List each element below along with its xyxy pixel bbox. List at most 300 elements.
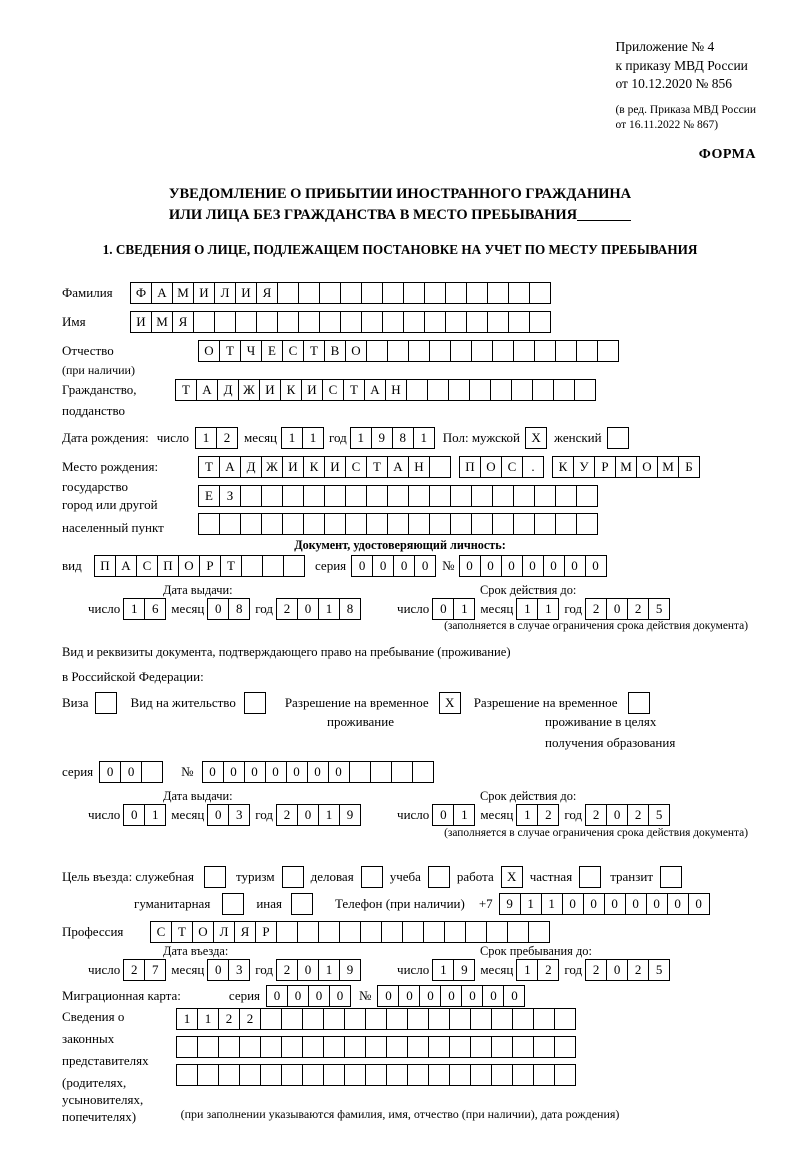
cell[interactable]: И <box>130 311 152 333</box>
cell[interactable]: 1 <box>318 598 340 620</box>
cell[interactable]: 3 <box>228 804 250 826</box>
cell[interactable]: 0 <box>308 985 330 1007</box>
cell[interactable] <box>487 282 509 304</box>
cell[interactable]: С <box>501 456 523 478</box>
cell[interactable] <box>533 1064 555 1086</box>
cell[interactable] <box>576 340 598 362</box>
cell[interactable] <box>318 921 340 943</box>
cell[interactable] <box>406 379 428 401</box>
cell[interactable]: Л <box>214 282 236 304</box>
cell[interactable]: А <box>219 456 241 478</box>
cell[interactable] <box>403 311 425 333</box>
cell[interactable]: 0 <box>297 804 319 826</box>
cell[interactable] <box>407 1008 429 1030</box>
purpose-service-checkbox[interactable] <box>204 866 226 888</box>
cell[interactable]: Д <box>217 379 239 401</box>
cell[interactable]: И <box>259 379 281 401</box>
cell[interactable]: К <box>303 456 325 478</box>
cell[interactable]: 0 <box>522 555 544 577</box>
cell[interactable]: 1 <box>197 1008 219 1030</box>
cell[interactable] <box>298 311 320 333</box>
cell[interactable]: А <box>387 456 409 478</box>
cell[interactable]: 1 <box>123 598 145 620</box>
cell[interactable]: 2 <box>585 959 607 981</box>
cell[interactable]: 0 <box>329 985 351 1007</box>
cell[interactable] <box>424 282 446 304</box>
cell[interactable]: 1 <box>302 427 324 449</box>
cell[interactable] <box>141 761 163 783</box>
cell[interactable] <box>508 311 530 333</box>
cell[interactable] <box>412 761 434 783</box>
cell[interactable] <box>511 379 533 401</box>
cell[interactable]: 1 <box>520 893 542 915</box>
cell[interactable] <box>529 282 551 304</box>
cell[interactable]: С <box>136 555 158 577</box>
cell[interactable] <box>303 485 325 507</box>
cell[interactable]: 2 <box>537 804 559 826</box>
cell[interactable] <box>466 311 488 333</box>
cell[interactable] <box>386 1064 408 1086</box>
cell[interactable]: 8 <box>228 598 250 620</box>
cell[interactable]: 1 <box>516 959 538 981</box>
patronymic-input[interactable] <box>198 340 619 362</box>
edu-residence-checkbox[interactable] <box>628 692 650 714</box>
entry-month-input[interactable] <box>207 959 250 981</box>
cell[interactable] <box>281 1064 303 1086</box>
cell[interactable] <box>235 311 257 333</box>
cell[interactable]: 2 <box>218 1008 240 1030</box>
cell[interactable]: 0 <box>604 893 626 915</box>
cell[interactable] <box>528 921 550 943</box>
cell[interactable] <box>214 311 236 333</box>
cell[interactable]: Т <box>175 379 197 401</box>
cell[interactable] <box>366 340 388 362</box>
cell[interactable] <box>576 513 598 535</box>
stay-to-year-input[interactable] <box>585 959 670 981</box>
cell[interactable]: 1 <box>176 1008 198 1030</box>
cell[interactable] <box>387 513 409 535</box>
legal-rep-input-3[interactable] <box>176 1064 576 1086</box>
cell[interactable]: М <box>151 311 173 333</box>
cell[interactable]: 0 <box>265 761 287 783</box>
purpose-transit-checkbox[interactable] <box>660 866 682 888</box>
doc-valid-month-input[interactable] <box>516 598 559 620</box>
cell[interactable]: Т <box>343 379 365 401</box>
cell[interactable] <box>449 1064 471 1086</box>
cell[interactable] <box>361 311 383 333</box>
cell[interactable] <box>491 1064 513 1086</box>
cell[interactable] <box>197 1064 219 1086</box>
cell[interactable]: Е <box>261 340 283 362</box>
cell[interactable]: 1 <box>516 598 538 620</box>
cell[interactable]: Е <box>198 485 220 507</box>
cell[interactable]: А <box>151 282 173 304</box>
birth-day-input[interactable] <box>195 427 238 449</box>
cell[interactable]: О <box>192 921 214 943</box>
cell[interactable] <box>555 485 577 507</box>
residence-permit-checkbox[interactable] <box>244 692 266 714</box>
cell[interactable] <box>445 282 467 304</box>
cell[interactable] <box>340 311 362 333</box>
citizenship-input[interactable] <box>175 379 596 401</box>
purpose-humanitarian-checkbox[interactable] <box>222 893 244 915</box>
sex-male-checkbox[interactable]: Х <box>525 427 547 449</box>
cell[interactable]: К <box>280 379 302 401</box>
cell[interactable]: 9 <box>339 804 361 826</box>
cell[interactable] <box>512 1036 534 1058</box>
purpose-private-checkbox[interactable] <box>579 866 601 888</box>
cell[interactable] <box>176 1064 198 1086</box>
birthplace-city-input-row3[interactable] <box>198 513 598 535</box>
stay-issue-month-input[interactable] <box>207 804 250 826</box>
doc-number-input[interactable] <box>459 555 607 577</box>
cell[interactable] <box>219 513 241 535</box>
cell[interactable] <box>450 340 472 362</box>
cell[interactable]: 1 <box>281 427 303 449</box>
doc-kind-input[interactable] <box>94 555 305 577</box>
cell[interactable]: Д <box>240 456 262 478</box>
cell[interactable] <box>469 379 491 401</box>
name-input[interactable] <box>130 311 551 333</box>
cell[interactable]: А <box>364 379 386 401</box>
cell[interactable]: 7 <box>144 959 166 981</box>
cell[interactable] <box>386 1008 408 1030</box>
cell[interactable]: 1 <box>318 959 340 981</box>
cell[interactable] <box>445 311 467 333</box>
cell[interactable]: . <box>522 456 544 478</box>
cell[interactable]: Я <box>172 311 194 333</box>
cell[interactable] <box>297 921 319 943</box>
cell[interactable] <box>302 1064 324 1086</box>
cell[interactable] <box>534 485 556 507</box>
cell[interactable]: 1 <box>516 804 538 826</box>
cell[interactable] <box>323 1036 345 1058</box>
cell[interactable]: 0 <box>564 555 586 577</box>
cell[interactable] <box>555 513 577 535</box>
cell[interactable] <box>340 282 362 304</box>
cell[interactable] <box>387 485 409 507</box>
cell[interactable]: 0 <box>207 959 229 981</box>
migration-number-input[interactable] <box>377 985 525 1007</box>
temp-residence-checkbox[interactable]: Х <box>439 692 461 714</box>
visa-checkbox[interactable] <box>95 692 117 714</box>
cell[interactable] <box>256 311 278 333</box>
cell[interactable]: 2 <box>276 804 298 826</box>
cell[interactable] <box>319 311 341 333</box>
cell[interactable] <box>239 1036 261 1058</box>
cell[interactable]: Я <box>256 282 278 304</box>
cell[interactable] <box>491 1008 513 1030</box>
cell[interactable]: И <box>282 456 304 478</box>
cell[interactable] <box>260 1008 282 1030</box>
legal-rep-input-1[interactable] <box>176 1008 576 1030</box>
entry-day-input[interactable] <box>123 959 166 981</box>
cell[interactable]: С <box>150 921 172 943</box>
cell[interactable] <box>260 1036 282 1058</box>
cell[interactable] <box>429 456 451 478</box>
cell[interactable] <box>507 921 529 943</box>
cell[interactable] <box>381 921 403 943</box>
cell[interactable]: 0 <box>646 893 668 915</box>
cell[interactable]: 9 <box>453 959 475 981</box>
cell[interactable] <box>282 485 304 507</box>
cell[interactable]: 0 <box>377 985 399 1007</box>
cell[interactable] <box>277 311 299 333</box>
cell[interactable]: 2 <box>123 959 145 981</box>
stay-valid-year-input[interactable] <box>585 804 670 826</box>
cell[interactable] <box>554 1064 576 1086</box>
cell[interactable]: Т <box>219 340 241 362</box>
cell[interactable] <box>323 1008 345 1030</box>
cell[interactable] <box>382 311 404 333</box>
cell[interactable] <box>492 485 514 507</box>
cell[interactable] <box>240 513 262 535</box>
cell[interactable] <box>534 340 556 362</box>
cell[interactable]: К <box>552 456 574 478</box>
cell[interactable]: О <box>636 456 658 478</box>
birthplace-city-input-row1[interactable] <box>459 456 544 478</box>
birth-month-input[interactable] <box>281 427 324 449</box>
cell[interactable] <box>241 555 263 577</box>
cell[interactable] <box>470 1008 492 1030</box>
cell[interactable]: З <box>219 485 241 507</box>
cell[interactable] <box>365 1008 387 1030</box>
cell[interactable]: 1 <box>413 427 435 449</box>
cell[interactable]: 2 <box>627 804 649 826</box>
cell[interactable] <box>197 1036 219 1058</box>
cell[interactable] <box>492 340 514 362</box>
cell[interactable] <box>344 1036 366 1058</box>
cell[interactable] <box>449 1008 471 1030</box>
cell[interactable]: 0 <box>398 985 420 1007</box>
stay-valid-month-input[interactable] <box>516 804 559 826</box>
cell[interactable] <box>534 513 556 535</box>
cell[interactable]: Ф <box>130 282 152 304</box>
cell[interactable] <box>361 282 383 304</box>
cell[interactable]: 1 <box>453 598 475 620</box>
cell[interactable]: А <box>196 379 218 401</box>
cell[interactable]: 2 <box>585 598 607 620</box>
cell[interactable]: 0 <box>503 985 525 1007</box>
cell[interactable] <box>365 1036 387 1058</box>
cell[interactable]: 3 <box>228 959 250 981</box>
cell[interactable]: 0 <box>667 893 689 915</box>
cell[interactable] <box>574 379 596 401</box>
cell[interactable] <box>261 513 283 535</box>
cell[interactable] <box>391 761 413 783</box>
cell[interactable] <box>449 1036 471 1058</box>
cell[interactable]: 0 <box>688 893 710 915</box>
cell[interactable]: 8 <box>339 598 361 620</box>
cell[interactable] <box>529 311 551 333</box>
cell[interactable]: 0 <box>286 761 308 783</box>
cell[interactable]: 1 <box>195 427 217 449</box>
cell[interactable]: 0 <box>223 761 245 783</box>
cell[interactable]: 0 <box>440 985 462 1007</box>
cell[interactable] <box>360 921 382 943</box>
cell[interactable] <box>487 311 509 333</box>
cell[interactable]: А <box>115 555 137 577</box>
cell[interactable] <box>319 282 341 304</box>
stay-to-day-input[interactable] <box>432 959 475 981</box>
cell[interactable] <box>193 311 215 333</box>
cell[interactable]: 0 <box>307 761 329 783</box>
cell[interactable]: М <box>172 282 194 304</box>
cell[interactable]: И <box>193 282 215 304</box>
purpose-other-checkbox[interactable] <box>291 893 313 915</box>
cell[interactable]: Р <box>594 456 616 478</box>
cell[interactable] <box>324 485 346 507</box>
cell[interactable] <box>303 513 325 535</box>
cell[interactable] <box>466 282 488 304</box>
cell[interactable]: 0 <box>414 555 436 577</box>
stay-to-month-input[interactable] <box>516 959 559 981</box>
cell[interactable] <box>408 513 430 535</box>
cell[interactable]: Р <box>199 555 221 577</box>
profession-input[interactable] <box>150 921 550 943</box>
cell[interactable] <box>532 379 554 401</box>
cell[interactable]: 5 <box>648 804 670 826</box>
cell[interactable] <box>345 485 367 507</box>
cell[interactable] <box>533 1008 555 1030</box>
cell[interactable] <box>471 513 493 535</box>
cell[interactable]: 0 <box>585 555 607 577</box>
cell[interactable]: У <box>573 456 595 478</box>
cell[interactable] <box>423 921 445 943</box>
cell[interactable]: 0 <box>297 959 319 981</box>
purpose-tourism-checkbox[interactable] <box>282 866 304 888</box>
cell[interactable]: Н <box>385 379 407 401</box>
cell[interactable]: Ж <box>238 379 260 401</box>
stay-issue-day-input[interactable] <box>123 804 166 826</box>
cell[interactable]: В <box>324 340 346 362</box>
cell[interactable]: 9 <box>339 959 361 981</box>
purpose-business-checkbox[interactable] <box>361 866 383 888</box>
cell[interactable] <box>450 485 472 507</box>
cell[interactable] <box>470 1064 492 1086</box>
cell[interactable] <box>277 282 299 304</box>
cell[interactable] <box>444 921 466 943</box>
phone-input[interactable] <box>499 893 710 915</box>
cell[interactable] <box>324 513 346 535</box>
doc-series-input[interactable] <box>351 555 436 577</box>
cell[interactable]: 2 <box>239 1008 261 1030</box>
cell[interactable] <box>402 921 424 943</box>
cell[interactable]: И <box>235 282 257 304</box>
cell[interactable] <box>407 1064 429 1086</box>
cell[interactable]: 1 <box>350 427 372 449</box>
cell[interactable] <box>448 379 470 401</box>
cell[interactable] <box>366 513 388 535</box>
cell[interactable] <box>276 921 298 943</box>
cell[interactable] <box>261 485 283 507</box>
cell[interactable] <box>262 555 284 577</box>
cell[interactable]: 0 <box>583 893 605 915</box>
cell[interactable] <box>349 761 371 783</box>
cell[interactable] <box>382 282 404 304</box>
cell[interactable]: Н <box>408 456 430 478</box>
stay-number-input[interactable] <box>202 761 434 783</box>
cell[interactable]: 0 <box>562 893 584 915</box>
cell[interactable]: Ч <box>240 340 262 362</box>
cell[interactable]: 1 <box>453 804 475 826</box>
cell[interactable]: П <box>94 555 116 577</box>
doc-issue-year-input[interactable] <box>276 598 361 620</box>
cell[interactable] <box>407 1036 429 1058</box>
cell[interactable]: 2 <box>585 804 607 826</box>
cell[interactable]: И <box>324 456 346 478</box>
cell[interactable] <box>240 485 262 507</box>
cell[interactable]: С <box>282 340 304 362</box>
birthplace-state-input[interactable] <box>198 456 451 478</box>
birth-year-input[interactable] <box>350 427 435 449</box>
cell[interactable]: 6 <box>144 598 166 620</box>
cell[interactable]: 1 <box>541 893 563 915</box>
cell[interactable]: 0 <box>543 555 565 577</box>
cell[interactable]: 0 <box>625 893 647 915</box>
cell[interactable]: Т <box>366 456 388 478</box>
cell[interactable] <box>302 1036 324 1058</box>
cell[interactable]: С <box>345 456 367 478</box>
cell[interactable] <box>491 1036 513 1058</box>
cell[interactable]: 1 <box>432 959 454 981</box>
cell[interactable] <box>597 340 619 362</box>
cell[interactable]: 0 <box>606 598 628 620</box>
cell[interactable]: Т <box>303 340 325 362</box>
cell[interactable]: 0 <box>351 555 373 577</box>
cell[interactable] <box>366 485 388 507</box>
cell[interactable] <box>218 1036 240 1058</box>
cell[interactable] <box>370 761 392 783</box>
cell[interactable] <box>470 1036 492 1058</box>
cell[interactable]: О <box>178 555 200 577</box>
cell[interactable]: 9 <box>499 893 521 915</box>
cell[interactable]: 0 <box>419 985 441 1007</box>
cell[interactable]: О <box>480 456 502 478</box>
cell[interactable] <box>428 1036 450 1058</box>
cell[interactable] <box>424 311 446 333</box>
cell[interactable]: Т <box>220 555 242 577</box>
cell[interactable]: 9 <box>371 427 393 449</box>
cell[interactable]: 0 <box>606 804 628 826</box>
cell[interactable]: 0 <box>207 804 229 826</box>
cell[interactable] <box>283 555 305 577</box>
cell[interactable] <box>429 485 451 507</box>
cell[interactable]: 0 <box>461 985 483 1007</box>
doc-valid-year-input[interactable] <box>585 598 670 620</box>
cell[interactable] <box>428 1008 450 1030</box>
cell[interactable] <box>508 282 530 304</box>
cell[interactable] <box>198 513 220 535</box>
sex-female-checkbox[interactable] <box>607 427 629 449</box>
cell[interactable] <box>465 921 487 943</box>
cell[interactable] <box>513 340 535 362</box>
cell[interactable]: 0 <box>432 598 454 620</box>
cell[interactable] <box>513 485 535 507</box>
cell[interactable]: 0 <box>372 555 394 577</box>
cell[interactable]: 1 <box>318 804 340 826</box>
cell[interactable] <box>554 1036 576 1058</box>
doc-issue-day-input[interactable] <box>123 598 166 620</box>
cell[interactable] <box>339 921 361 943</box>
migration-series-input[interactable] <box>266 985 351 1007</box>
cell[interactable]: 0 <box>266 985 288 1007</box>
cell[interactable] <box>282 513 304 535</box>
cell[interactable] <box>403 282 425 304</box>
cell[interactable] <box>281 1036 303 1058</box>
purpose-work-checkbox[interactable]: Х <box>501 866 523 888</box>
cell[interactable]: 2 <box>276 959 298 981</box>
